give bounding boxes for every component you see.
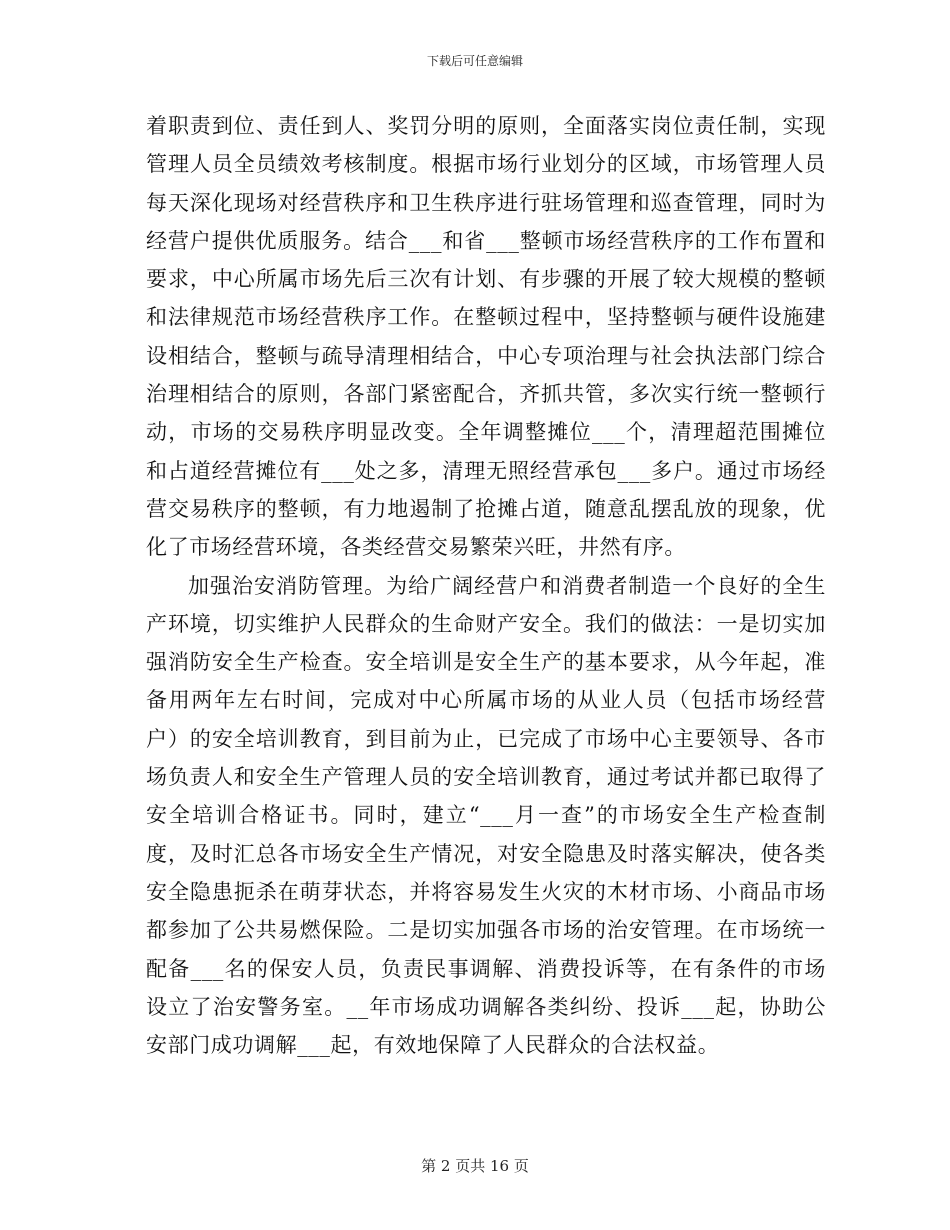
page-number-footer: 第 2 页共 16 页: [421, 1157, 529, 1175]
page-header-note: 下载后可任意编辑: [426, 54, 523, 68]
document-body: [146, 107, 826, 1064]
paragraph-2: 加强治安消防管理。为给广阔经营户和消费者制造一个良好的全生产环境，切实维护人民群众的生命财产安全。我们的做法：一是切实加强消防安全生产检查。安全培训是安全生产的基本要求，从今年起，准备用两年左右时间，完成对中心所属市场的从业人员（包括市场经营户）的安全培训教育，到目前为止，已完成了市场中心主要领导、各市场负责人和安全生产管理人员的安全培训教育，通过考试并都已取得了安全培训合格证书。同时，建立“___月一查”的市场安全生产检查制度，及时汇总各市场安全生产情况，对安全隐患及时落实解决，使各类安全隐患扼杀在萌芽状态，并将容易发生火灾的木材市场、小商品市场都参加了公共易燃保险。二是切实加强各市场的治安管理。在市场统一配备___名的保安人员，负责民事调解、消费投诉等，在有条件的市场设立了治安警务室。__年市场成功调解各类纠纷、投诉___起，协助公安部门成功调解___起，有效地保障了人民群众的合法权益。: [146, 573, 826, 1058]
paragraph-1: 着职责到位、责任到人、奖罚分明的原则，全面落实岗位责任制，实现管理人员全员绩效考核制度。根据市场行业划分的区域，市场管理人员每天深化现场对经营秩序和卫生秩序进行驻场管理和巡查管理，同时为经营户提供优质服务。结合___和省___整顿市场经营秩序的工作布置和要求，中心所属市场先后三次有计划、有步骤的开展了较大规模的整顿和法律规范市场经营秩序工作。在整顿过程中，坚持整顿与硬件设施建设相结合，整顿与疏导清理相结合，中心专项治理与社会执法部门综合治理相结合的原则，各部门紧密配合，齐抓共管，多次实行统一整顿行动，市场的交易秩序明显改变。全年调整摊位___个，清理超范围摊位和占道经营摊位有___处之多，清理无照经营承包___多户。通过市场经营交易秩序的整顿，有力地遏制了抢摊占道，随意乱摆乱放的现象，优化了市场经营环境，各类经营交易繁荣兴旺，井然有序。: [146, 114, 826, 560]
